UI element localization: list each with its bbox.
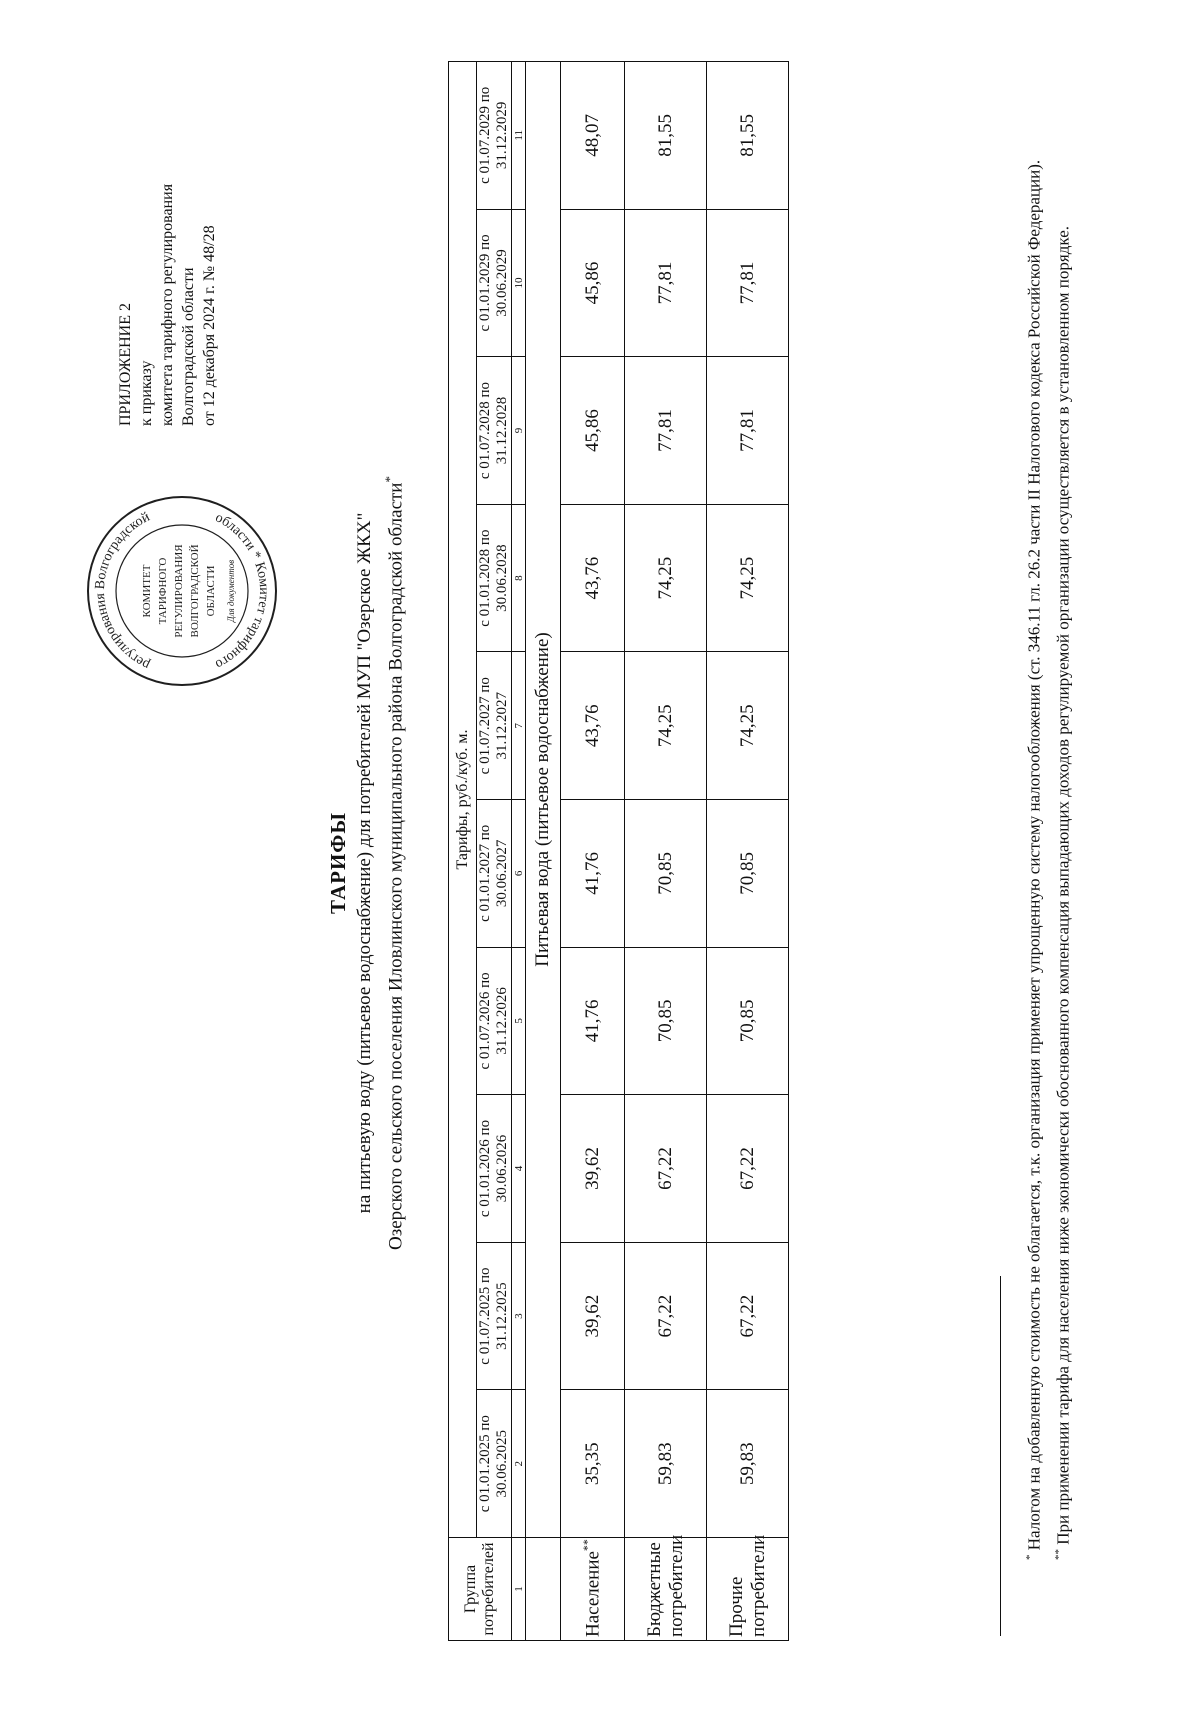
footnotes <box>1018 56 1075 1616</box>
stamp-line: ВОЛГОГРАДСКОЙ <box>189 544 201 638</box>
tariffs-header: Тарифы, руб./куб. м. <box>449 62 477 1538</box>
stamp-ring-bottom: области * Комитет тарифного <box>212 510 272 672</box>
title-footnote-mark: * <box>382 476 397 483</box>
committee-name: комитета тарифного регулирования <box>159 183 176 426</box>
title-line-2-text: Озерского сельского поселения Иловлинского муниципального района Волгоградской области <box>385 482 407 1250</box>
table-row <box>707 62 789 1641</box>
stamp-line: РЕГУЛИРОВАНИЯ <box>173 544 185 638</box>
tariff-cell: 77,81 <box>707 209 789 357</box>
period-header: с 01.07.2029 по 31.12.2029 <box>477 62 512 210</box>
period-header: с 01.01.2027 по 30.06.2027 <box>477 800 512 948</box>
period-header: с 01.07.2027 по 31.12.2027 <box>477 652 512 800</box>
column-number: 7 <box>512 652 526 800</box>
column-number: 1 <box>512 1538 526 1641</box>
tariff-cell: 77,81 <box>625 209 707 357</box>
period-header: с 01.07.2026 по 31.12.2026 <box>477 947 512 1095</box>
tariff-cell: 70,85 <box>625 947 707 1095</box>
tariff-cell: 70,85 <box>625 800 707 948</box>
tariff-cell: 43,76 <box>561 504 625 652</box>
tariff-cell: 45,86 <box>561 209 625 357</box>
tariff-cell: 41,76 <box>561 947 625 1095</box>
tariff-cell: 74,25 <box>625 652 707 800</box>
region-name: Волгоградской области <box>180 267 197 426</box>
document-title <box>324 0 408 1726</box>
period-header: с 01.07.2025 по 31.12.2025 <box>477 1242 512 1390</box>
column-number: 9 <box>512 357 526 505</box>
tariff-cell: 81,55 <box>707 62 789 210</box>
tariff-cell: 70,85 <box>707 800 789 948</box>
tariff-cell: 74,25 <box>707 652 789 800</box>
title-line-1: на питьевую воду (питьевое водоснабжение) для потребителей МУП "Озерское ЖКХ" <box>354 512 375 1214</box>
column-number: 11 <box>512 62 526 210</box>
period-header: с 01.01.2026 по 30.06.2026 <box>477 1095 512 1243</box>
tariff-cell: 43,76 <box>561 652 625 800</box>
tariff-cell: 70,85 <box>707 947 789 1095</box>
tariff-cell: 77,81 <box>707 357 789 505</box>
stamp-line: ТАРИФНОГО <box>157 557 169 625</box>
row-label: Население** <box>561 1538 625 1641</box>
column-number: 10 <box>512 209 526 357</box>
tariff-cell: 77,81 <box>625 357 707 505</box>
order-ref: к приказу <box>138 360 155 426</box>
column-number: 6 <box>512 800 526 948</box>
title-heading: ТАРИФЫ <box>326 812 350 914</box>
table-row <box>625 62 707 1641</box>
tariff-cell: 74,25 <box>707 504 789 652</box>
tariff-cell: 48,07 <box>561 62 625 210</box>
appendix-number: ПРИЛОЖЕНИЕ 2 <box>117 302 134 426</box>
column-number: 4 <box>512 1095 526 1243</box>
official-stamp-seal <box>82 491 282 691</box>
column-number: 5 <box>512 947 526 1095</box>
period-header: с 01.07.2028 по 31.12.2028 <box>477 357 512 505</box>
tariff-cell: 59,83 <box>707 1390 789 1538</box>
tariff-cell: 59,83 <box>625 1390 707 1538</box>
tariff-cell: 35,35 <box>561 1390 625 1538</box>
column-number: 8 <box>512 504 526 652</box>
appendix-header <box>115 6 220 426</box>
stamp-line: Для документов <box>226 559 236 623</box>
stamp-ring-top: регулирования Волгоградской <box>92 509 153 673</box>
tariff-table <box>448 61 789 1641</box>
footnote-separator <box>1000 1276 1001 1636</box>
period-header: с 01.01.2029 по 30.06.2029 <box>477 209 512 357</box>
period-header: с 01.01.2025 по 30.06.2025 <box>477 1390 512 1538</box>
row-label: Прочие потребители <box>707 1538 789 1641</box>
tariff-cell: 67,22 <box>707 1242 789 1390</box>
row-label: Бюджетные потребители <box>625 1538 707 1641</box>
column-number: 2 <box>512 1390 526 1538</box>
order-date-number: от 12 декабря 2024 г. № 48/28 <box>201 225 218 426</box>
title-line-2 <box>377 0 408 1726</box>
stamp-line: ОБЛАСТИ <box>205 565 217 617</box>
group-header: Группа потребителей <box>449 1538 512 1641</box>
footnote-2: ** При применении тарифа для населения ниже экономически обоснованного компенсация выпадающих доходов регулируемой организации осуществляется в установленном порядке. <box>1052 226 1073 1560</box>
section-header: Питьевая вода (питьевое водоснабжение) <box>526 62 561 1538</box>
period-header: с 01.01.2028 по 30.06.2028 <box>477 504 512 652</box>
footnote-1: * Налогом на добавленную стоимость не облагается, т.к. организация применяет упрощенную систему налогообложения (ст. 346.11 гл. 26.2 части II Налогового кодекса Российской Федерации). <box>1024 159 1044 1560</box>
tariff-cell: 45,86 <box>561 357 625 505</box>
tariff-cell: 39,62 <box>561 1242 625 1390</box>
stamp-line: КОМИТЕТ <box>141 564 153 618</box>
tariff-cell: 67,22 <box>625 1242 707 1390</box>
tariff-cell: 41,76 <box>561 800 625 948</box>
tariff-cell: 74,25 <box>625 504 707 652</box>
tariff-cell: 39,62 <box>561 1095 625 1243</box>
tariff-cell: 67,22 <box>707 1095 789 1243</box>
tariff-cell: 67,22 <box>625 1095 707 1243</box>
tariff-cell: 81,55 <box>625 62 707 210</box>
column-number: 3 <box>512 1242 526 1390</box>
table-row <box>561 62 625 1641</box>
